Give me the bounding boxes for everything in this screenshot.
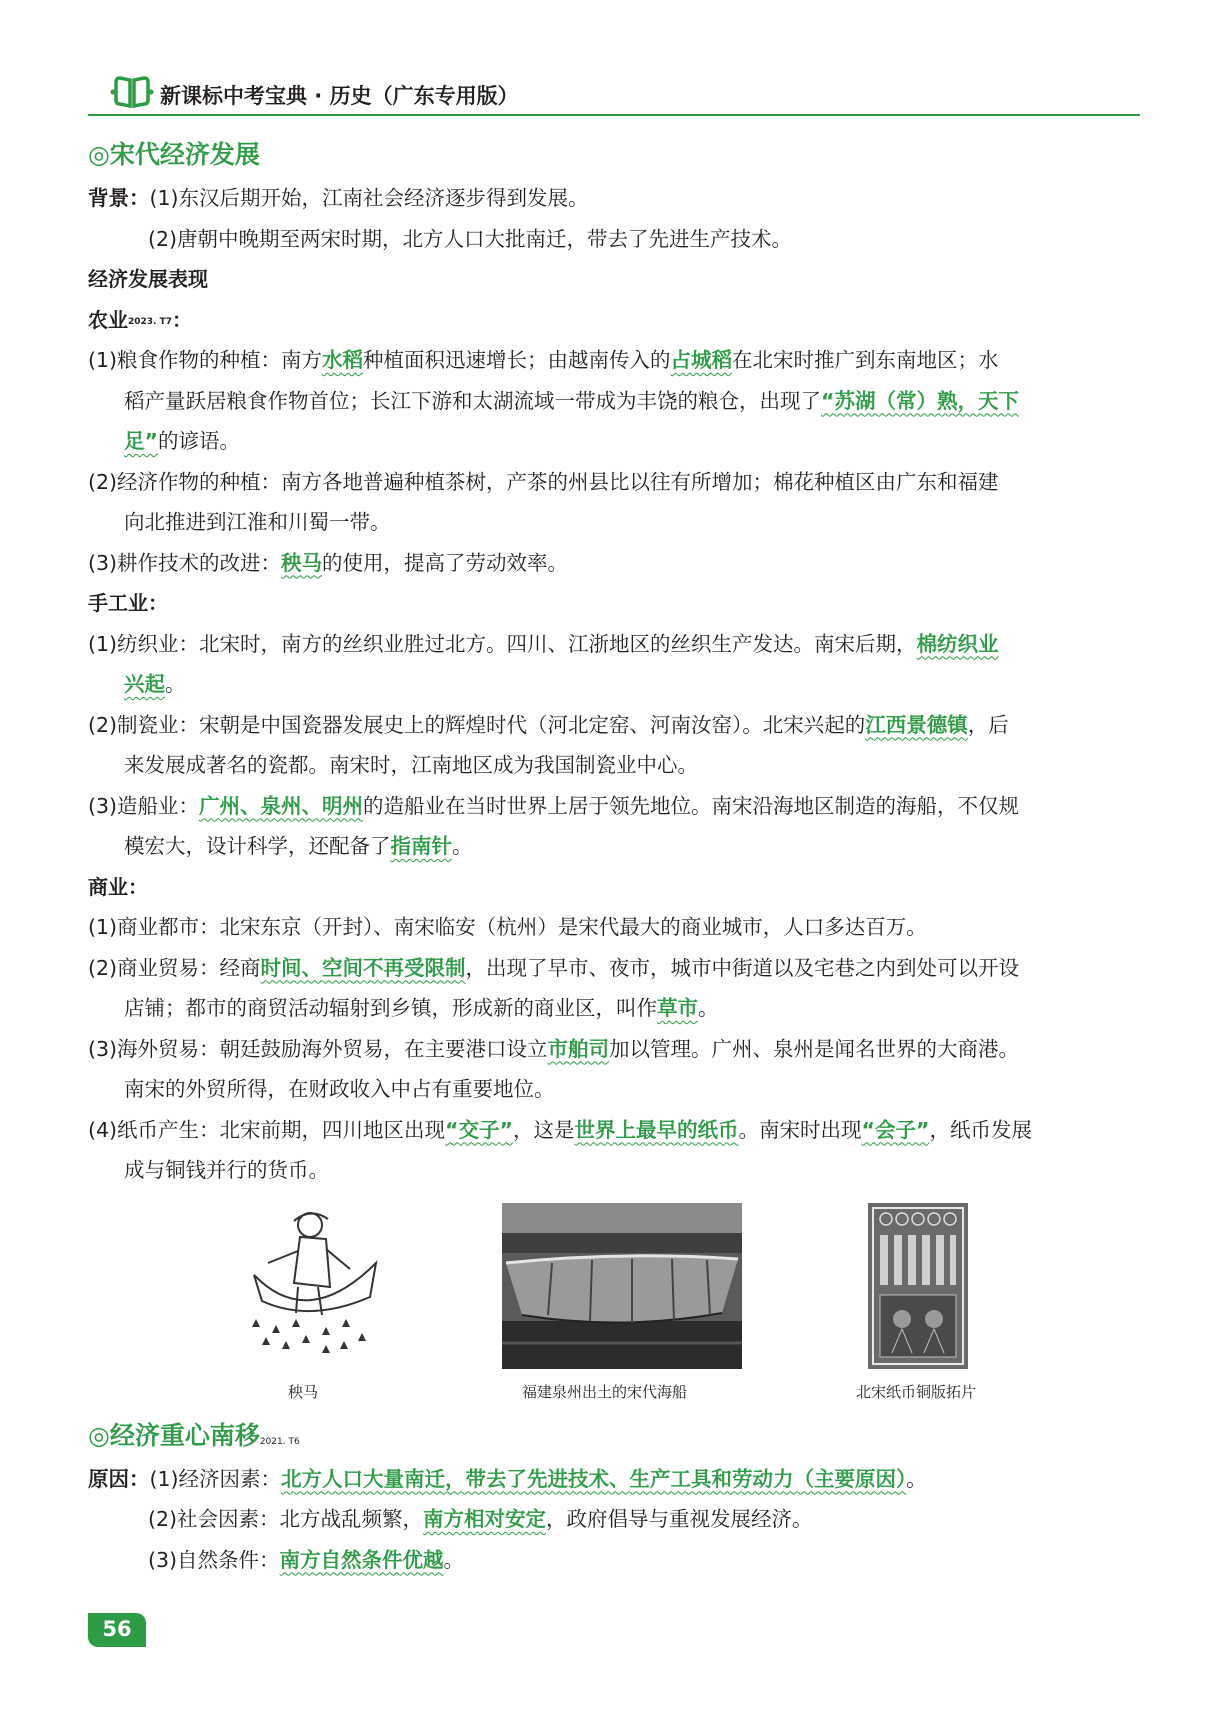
paragraph-line: 南宋的外贸所得，在财政收入中占有重要地位。 (124, 1077, 555, 1101)
paragraph-line: 稻产量跃居粮食作物首位；长江下游和太湖流域一带成为丰饶的粮仓，出现了“苏湖（常）熟，天下 (124, 388, 1019, 413)
keyword: 南方相对安定 (423, 1507, 547, 1531)
paragraph-line: 来发展成著名的瓷都。南宋时，江南地区成为我国制瓷业中心。 (124, 753, 698, 777)
background-line-1: 背景：(1)东汉后期开始，江南社会经济逐步得到发展。 (88, 186, 589, 210)
reason-line-2: (2)社会因素：北方战乱频繁，南方相对安定，政府倡导与重视发展经济。 (148, 1507, 813, 1531)
paragraph-line: 向北推进到江淮和川蜀一带。 (124, 510, 391, 534)
keyword: “苏湖（常）熟，天下 (821, 388, 1019, 413)
background-label: 背景： (88, 186, 150, 210)
keyword: 兴起 (124, 672, 165, 696)
paragraph-line: 足”的谚语。 (124, 429, 240, 453)
keyword: “会子” (861, 1117, 930, 1142)
section-title-song-economy: ◎宋代经济发展 (88, 140, 260, 169)
keyword: “交子” (445, 1117, 513, 1142)
paragraph-line: (1)粮食作物的种植：南方水稻种植面积迅速增长；由越南传入的占城稻在北宋时推广到东南地区；水 (88, 348, 999, 372)
reason-line-3: (3)自然条件：南方自然条件优越。 (148, 1547, 465, 1572)
paragraph-line: (3)耕作技术的改进：秧马的使用，提高了劳动效率。 (88, 550, 569, 575)
subheading-commerce: 商业： (88, 874, 148, 899)
keyword: 指南针 (390, 834, 452, 858)
keyword: 北方人口大量南迁，带去了先进技术、生产工具和劳动力（主要原因） (281, 1466, 907, 1491)
keyword: 水稻 (322, 348, 364, 372)
keyword: 足” (124, 429, 158, 453)
book-title: 新课标中考宝典 · 历史（广东专用版） (160, 84, 519, 108)
keyword: 世界上最早的纸币 (574, 1117, 739, 1142)
keyword: 市舶司 (547, 1036, 610, 1061)
subheading-economic-performance: 经济发展表现 (88, 267, 208, 291)
header-divider (88, 114, 1140, 116)
paper-money-rubbing (868, 1203, 968, 1369)
paragraph-line: (2)制瓷业：宋朝是中国瓷器发展史上的辉煌时代（河北定窑、河南汝窑）。北宋兴起的江西景德镇，后 (88, 712, 1009, 737)
paragraph-line: (3)海外贸易：朝廷鼓励海外贸易，在主要港口设立市舶司加以管理。广州、泉州是闻名世界的大商港。 (88, 1036, 1020, 1061)
page-number-badge (88, 1613, 146, 1647)
paragraph-line: 成与铜钱并行的货币。 (124, 1158, 329, 1182)
paragraph-line: (4)纸币产生：北宋前期，四川地区出现“交子”，这是世界上最早的纸币。南宋时出现“会子”，纸币发展 (88, 1117, 1032, 1142)
keyword: 草市 (657, 996, 698, 1020)
keyword: 广州、泉州、明州 (199, 793, 364, 818)
paragraph-line: (2)经济作物的种植：南方各地普遍种植茶树，产茶的州县比以往有所增加；棉花种植区由广东和福建 (88, 469, 999, 494)
figure-row (88, 1191, 1140, 1417)
exam-tag: 2023. T7 (128, 316, 173, 327)
subheading-handicraft: 手工业： (88, 591, 168, 615)
keyword: 江西景德镇 (865, 712, 968, 737)
paragraph-line: (1)纺织业：北宋时，南方的丝织业胜过北方。四川、江浙地区的丝织生产发达。南宋后期，棉纺织业 (88, 631, 999, 656)
paragraph-line: (3)造船业：广州、泉州、明州的造船业在当时世界上居于领先地位。南宋沿海地区制造的海船，不仅规 (88, 793, 1020, 818)
page-content (88, 136, 1140, 1580)
background-line-2: (2)唐朝中晚期至两宋时期，北方人口大批南迁，带去了先进生产技术。 (148, 226, 793, 251)
exam-tag: 2021. T6 (259, 1436, 300, 1447)
keyword: 秧马 (281, 550, 323, 575)
book-logo-icon (110, 74, 154, 110)
page-header (88, 72, 1140, 116)
page-number: 56 (102, 1617, 132, 1641)
subheading-agriculture: 农业$^{2023. T7}$： (88, 307, 193, 332)
section-title-center-shift: ◎经济重心南移$^{2021. T6}$ (88, 1420, 300, 1450)
figure-caption: 福建泉州出土的宋代海船 (522, 1382, 688, 1401)
figure-caption: 北宋纸币铜版拓片 (856, 1382, 977, 1401)
keyword: 时间、空间不再受限制 (260, 955, 466, 980)
paragraph-line: 模宏大，设计科学，还配备了指南针。 (124, 834, 473, 858)
figure-caption: 秧马 (288, 1382, 319, 1401)
keyword: 南方自然条件优越 (279, 1547, 444, 1572)
paragraph-line: 兴起。 (124, 672, 186, 696)
paragraph-line: 店铺；都市的商贸活动辐射到乡镇，形成新的商业区，叫作草市。 (124, 996, 719, 1020)
keyword: 棉纺织业 (916, 631, 999, 656)
song-ship-photo (502, 1203, 742, 1369)
reason-label: 原因： (88, 1466, 150, 1491)
keyword: 占城稻 (670, 348, 733, 372)
paragraph-line: (1)商业都市：北宋东京（开封）、南宋临安（杭州）是宋代最大的商业城市，人口多达百万。 (88, 915, 927, 939)
reason-line-1: 原因：(1)经济因素：北方人口大量南迁，带去了先进技术、生产工具和劳动力（主要原因）。 (88, 1466, 927, 1491)
paragraph-line: (2)商业贸易：经商时间、空间不再受限制，出现了早市、夜市，城市中街道以及宅巷之内到处可以开设 (88, 955, 1020, 980)
yangma-illustration (238, 1203, 388, 1363)
